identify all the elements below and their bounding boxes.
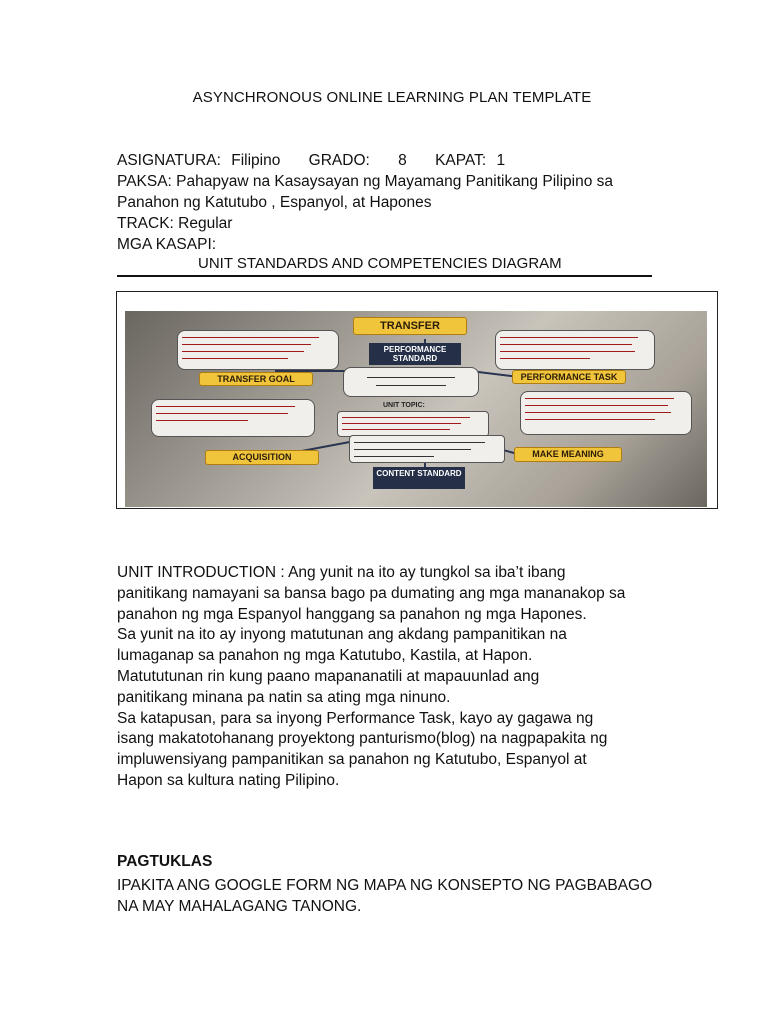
paksa-line-1: PAKSA: Pahapyaw na Kasaysayan ng Mayamang Panitikang Pilipino sa: [117, 173, 614, 190]
intro-line: UNIT INTRODUCTION : Ang yunit na ito ay tungkol sa iba’t ibang: [117, 564, 566, 581]
intro-line: Hapon sa kultura nating Pilipino.: [117, 771, 340, 789]
asignatura-label: ASIGNATURA:: [117, 152, 221, 169]
intro-line: Matututunan rin kung paano mapananatili at mapauunlad ang: [117, 667, 540, 685]
unit-topic-label: UNIT TOPIC:: [383, 402, 425, 409]
lesson-meta: [117, 150, 677, 255]
asignatura-value: Filipino: [231, 152, 281, 169]
performance-task-note: [495, 330, 655, 370]
intro-line: panahon ng mga Espanyol hanggang sa panahon ng mga Hapones.: [117, 605, 587, 623]
pagtuklas-heading: PAGTUKLAS: [117, 853, 213, 870]
transfer-box: TRANSFER: [353, 317, 467, 335]
performance-task-box: PERFORMANCE TASK: [512, 370, 626, 384]
pagtuklas-body: [117, 875, 677, 917]
acquisition-box: ACQUISITION: [205, 450, 319, 465]
make-meaning-note: [520, 391, 692, 435]
kapat-value: 1: [496, 152, 506, 169]
diagram-photo: [125, 311, 707, 507]
diagram-heading: [117, 255, 652, 277]
content-standard-box: CONTENT STANDARD: [373, 467, 465, 489]
pagtuklas-line-1: IPAKITA ANG GOOGLE FORM NG MAPA NG KONSEPTO NG PAGBABAGO: [117, 877, 653, 894]
subject-grade-quarter-row: [117, 150, 677, 171]
document-title: ASYNCHRONOUS ONLINE LEARNING PLAN TEMPLATE: [192, 89, 592, 106]
track-line: TRACK: Regular: [117, 215, 233, 232]
grado-label: GRADO:: [308, 152, 370, 169]
paksa-line-2: Panahon ng Katutubo , Espanyol, at Hapones: [117, 194, 432, 211]
diagram-frame: [116, 291, 718, 509]
intro-line: Sa yunit na ito ay inyong matutunan ang akdang pampanitikan na: [117, 626, 567, 644]
kasapi-line: MGA KASAPI:: [117, 236, 217, 253]
performance-standard-box: PERFORMANCE STANDARD: [369, 343, 461, 365]
make-meaning-box: MAKE MEANING: [514, 447, 622, 462]
content-standard-note: [349, 435, 505, 463]
kapat-label: KAPAT:: [435, 152, 487, 169]
pagtuklas-line-2: NA MAY MAHALAGANG TANONG.: [117, 898, 362, 915]
intro-line: lumaganap sa panahon ng mga Katutubo, Kastila, at Hapon.: [117, 647, 533, 665]
transfer-goal-note: [177, 330, 339, 370]
acquisition-note: [151, 399, 315, 437]
intro-line: isang makatotohanang proyektong panturismo(blog) na nagpapakita ng: [117, 730, 608, 748]
intro-line: panitikang namayani sa bansa bago pa dumating ang mga mananakop sa: [117, 584, 626, 602]
intro-line: impluwensiyang pampanitikan sa panahon ng Katutubo, Espanyol at: [117, 751, 587, 769]
intro-line: panitikang minana pa natin sa ating mga ninuno.: [117, 688, 451, 706]
unit-introduction: [117, 563, 677, 792]
transfer-goal-box: TRANSFER GOAL: [199, 372, 313, 386]
performance-standard-note: [343, 367, 479, 397]
unit-topic-note: [337, 411, 489, 437]
grado-value: 8: [398, 152, 407, 169]
intro-line: Sa katapusan, para sa inyong Performance Task, kayo ay gagawa ng: [117, 709, 594, 727]
diagram-heading-text: UNIT STANDARDS AND COMPETENCIES DIAGRAM: [198, 255, 562, 272]
